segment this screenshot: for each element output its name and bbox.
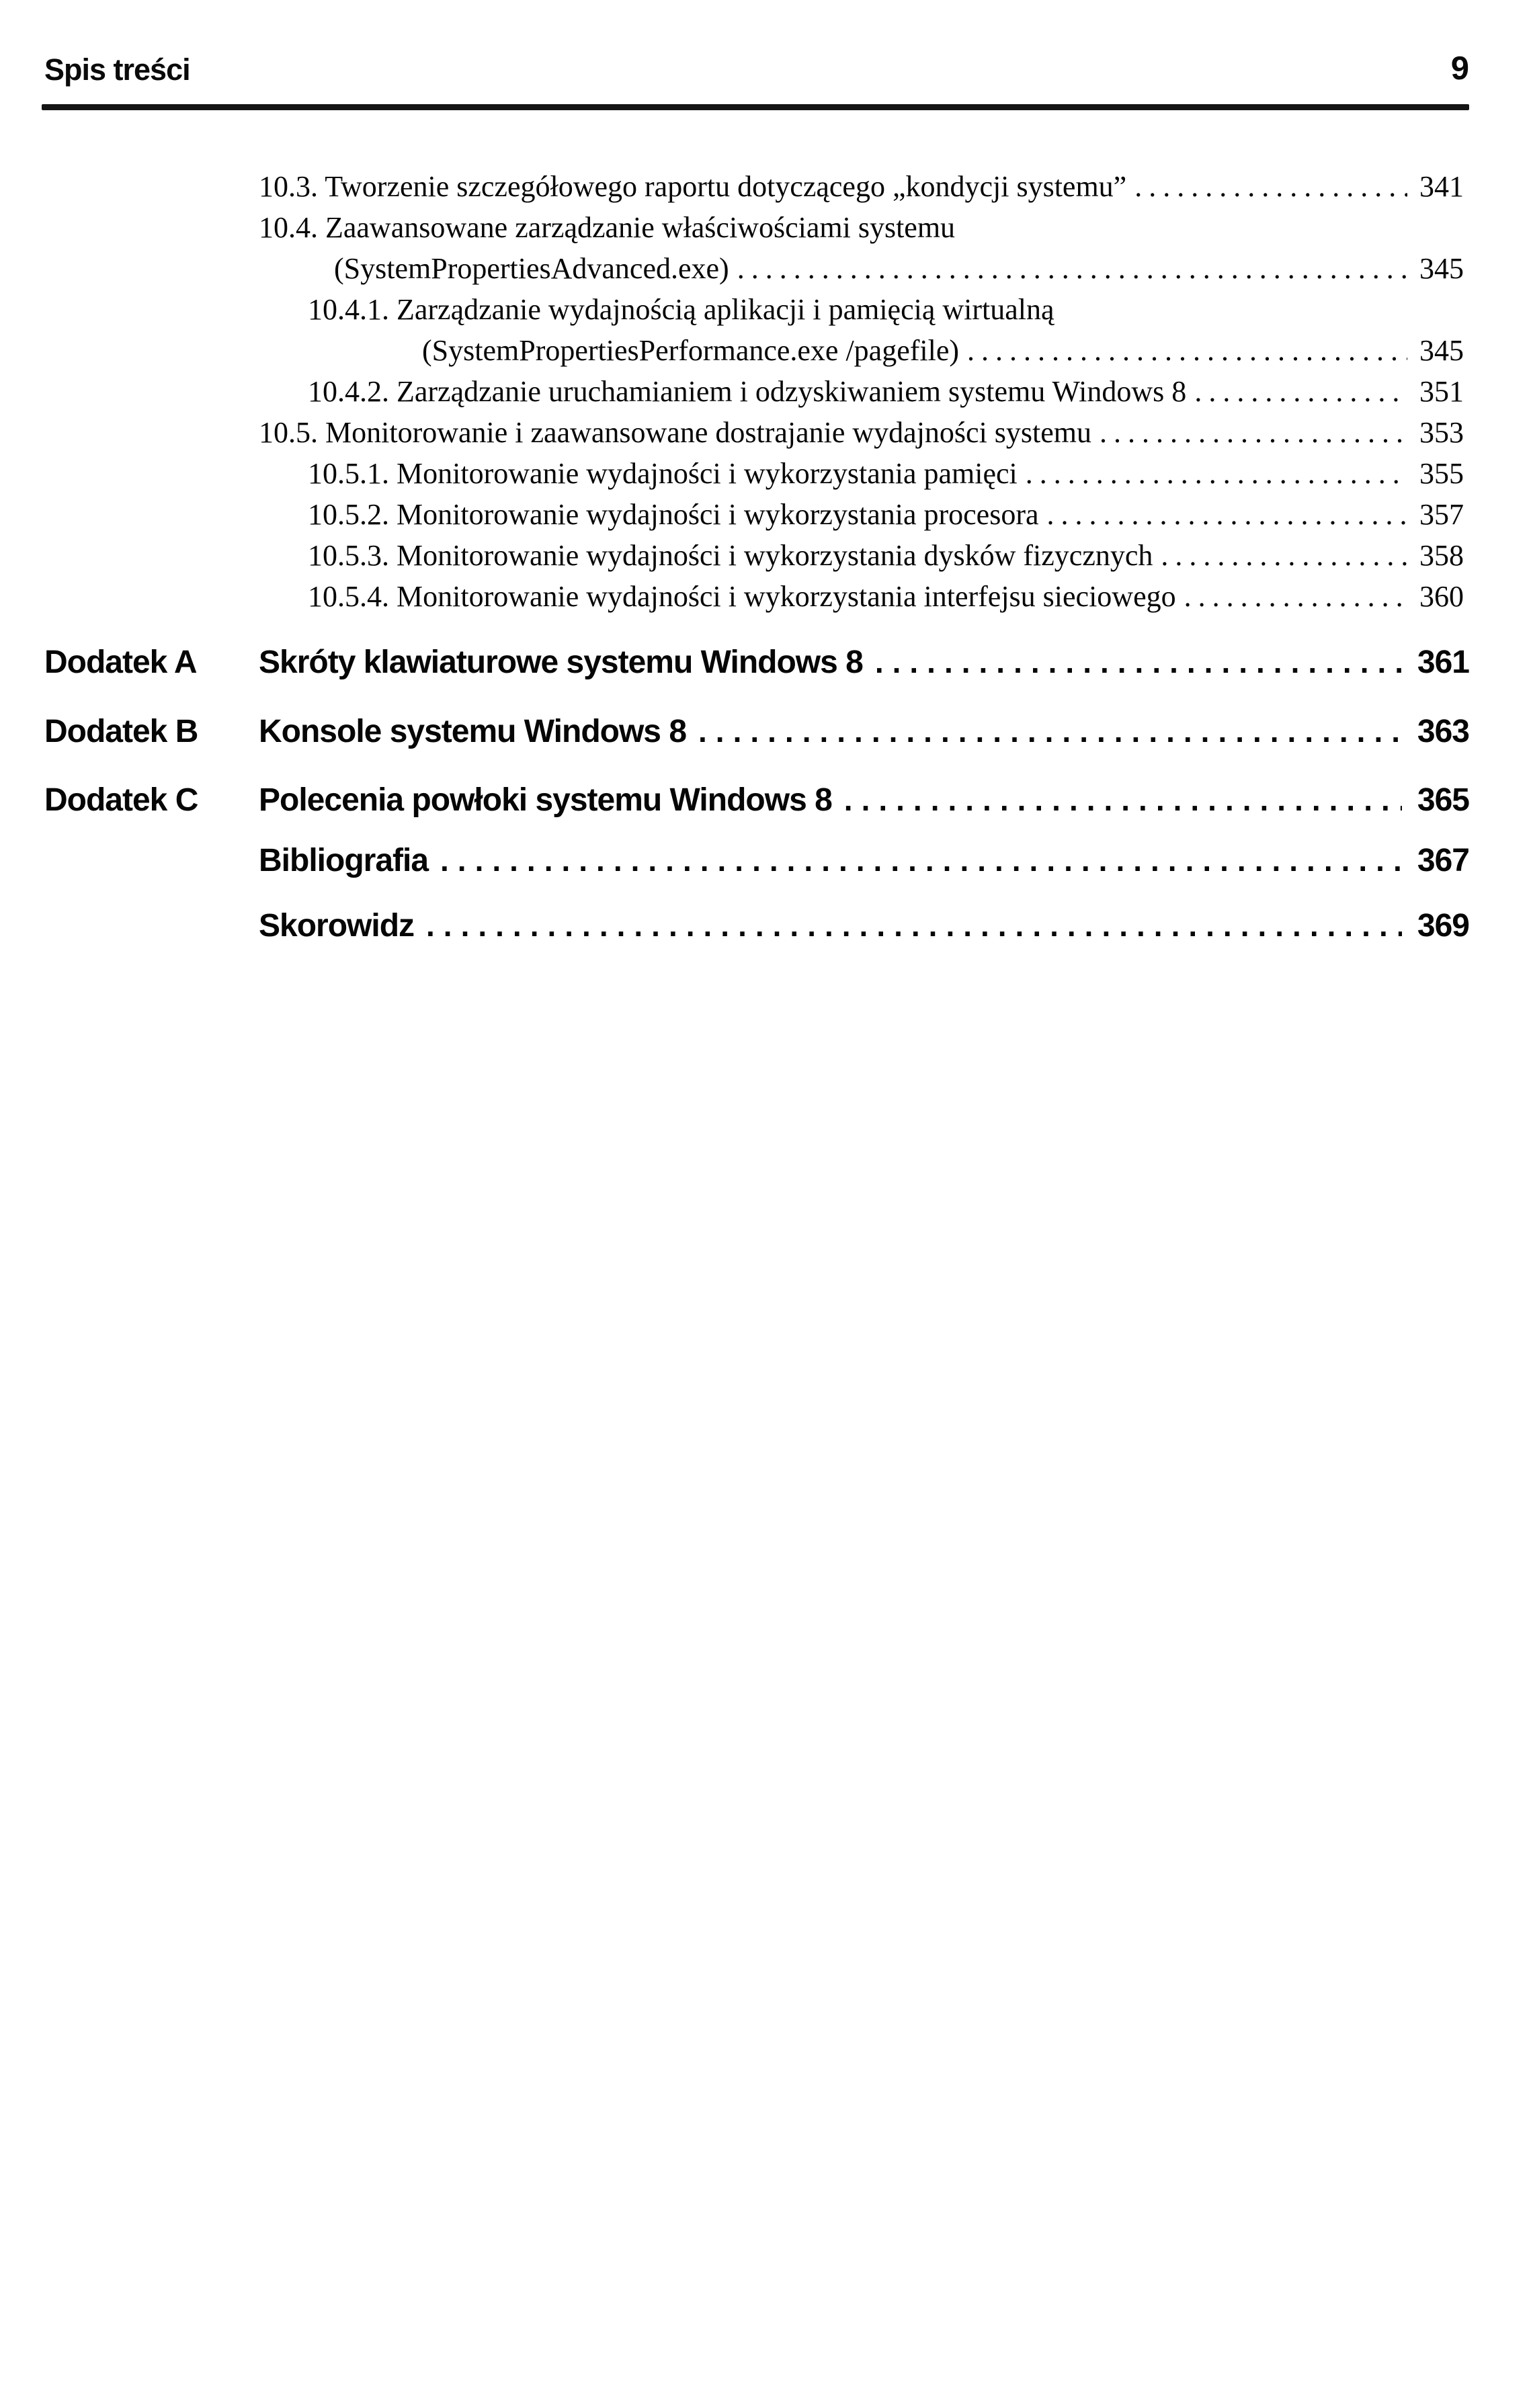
dot-leader bbox=[698, 712, 1402, 751]
appendix-page: 363 bbox=[1417, 714, 1469, 749]
header-rule bbox=[42, 104, 1469, 110]
dot-leader bbox=[1161, 535, 1407, 576]
toc-entry-continuation bbox=[0, 248, 1464, 289]
toc-entry-text: 10.5. Monitorowanie i zaawansowane dostrajanie wydajności systemu bbox=[259, 416, 1092, 449]
appendix-page: 365 bbox=[1417, 782, 1469, 818]
toc-entry-text: 10.5.4. Monitorowanie wydajności i wykorzystania interfejsu sieciowego bbox=[308, 580, 1176, 613]
appendix-title: Konsole systemu Windows 8 bbox=[259, 714, 687, 749]
toc-entry-text: 10.5.1. Monitorowanie wydajności i wykorzystania pamięci bbox=[308, 457, 1018, 490]
dot-leader bbox=[1047, 494, 1407, 535]
toc-entry-text: 10.3. Tworzenie szczegółowego raportu dotyczącego „kondycji systemu” bbox=[259, 170, 1127, 203]
toc-entry bbox=[0, 207, 1464, 248]
appendix-label: Dodatek C bbox=[44, 782, 198, 818]
appendix-entry bbox=[44, 642, 1469, 682]
appendix-entry bbox=[44, 841, 1469, 880]
dot-leader bbox=[1100, 412, 1407, 453]
dot-leader bbox=[1194, 371, 1407, 412]
toc-entry bbox=[0, 535, 1464, 576]
appendix-page: 361 bbox=[1417, 645, 1469, 680]
toc-entry bbox=[0, 576, 1464, 617]
toc-entry-page: 353 bbox=[1419, 416, 1464, 449]
dot-leader bbox=[1184, 576, 1407, 617]
dot-leader bbox=[1026, 453, 1407, 494]
toc-entry-page: 345 bbox=[1419, 334, 1464, 367]
toc-entry-page: 360 bbox=[1419, 580, 1464, 613]
dot-leader bbox=[737, 248, 1407, 289]
appendix-entry bbox=[44, 780, 1469, 820]
appendix-label: Dodatek A bbox=[44, 645, 197, 680]
toc-entry-text: 10.5.2. Monitorowanie wydajności i wykorzystania procesora bbox=[308, 498, 1039, 531]
toc-entry bbox=[0, 371, 1464, 412]
toc-entry-page: 357 bbox=[1419, 498, 1464, 531]
toc-entry-page: 351 bbox=[1419, 375, 1464, 408]
dot-leader bbox=[1134, 166, 1407, 207]
appendix-title: Skorowidz bbox=[259, 908, 415, 944]
appendix-page: 367 bbox=[1417, 843, 1469, 878]
toc-entry bbox=[0, 453, 1464, 494]
dot-leader bbox=[440, 841, 1402, 880]
toc-entry bbox=[0, 166, 1464, 207]
toc-entry-text: 10.4.2. Zarządzanie uruchamianiem i odzyskiwaniem systemu Windows 8 bbox=[308, 375, 1187, 408]
toc-entry-page: 355 bbox=[1419, 457, 1464, 490]
toc-entry bbox=[0, 412, 1464, 453]
page-title: Spis treści bbox=[44, 52, 190, 87]
toc-entry-page: 341 bbox=[1419, 170, 1464, 203]
toc-entry-page: 358 bbox=[1419, 539, 1464, 572]
toc-entry-text: 10.4. Zaawansowane zarządzanie właściwościami systemu bbox=[259, 211, 956, 244]
appendix-title: Polecenia powłoki systemu Windows 8 bbox=[259, 782, 832, 818]
page-number: 9 bbox=[1450, 50, 1469, 87]
dot-leader bbox=[844, 780, 1402, 820]
toc-entry-text: 10.5.3. Monitorowanie wydajności i wykorzystania dysków fizycznych bbox=[308, 539, 1153, 572]
toc-entry-continuation bbox=[0, 330, 1464, 371]
appendix-entry bbox=[44, 906, 1469, 946]
toc-entry-text: (SystemPropertiesPerformance.exe /pagefile) bbox=[422, 334, 960, 367]
toc-entry-page: 345 bbox=[1419, 252, 1464, 285]
appendix-entry bbox=[44, 712, 1469, 751]
toc-entry bbox=[0, 494, 1464, 535]
appendix-title: Bibliografia bbox=[259, 843, 429, 878]
toc-section bbox=[0, 166, 1464, 617]
dot-leader bbox=[426, 906, 1402, 946]
appendix-page: 369 bbox=[1417, 908, 1469, 944]
running-head bbox=[44, 50, 1469, 87]
dot-leader bbox=[967, 330, 1407, 371]
appendix-label: Dodatek B bbox=[44, 714, 198, 749]
appendix-title: Skróty klawiaturowe systemu Windows 8 bbox=[259, 645, 863, 680]
dot-leader bbox=[875, 642, 1402, 682]
toc-entry-text: 10.4.1. Zarządzanie wydajnością aplikacji i pamięcią wirtualną bbox=[308, 293, 1054, 326]
toc-entry-text: (SystemPropertiesAdvanced.exe) bbox=[334, 252, 729, 285]
toc-entry bbox=[0, 289, 1464, 330]
